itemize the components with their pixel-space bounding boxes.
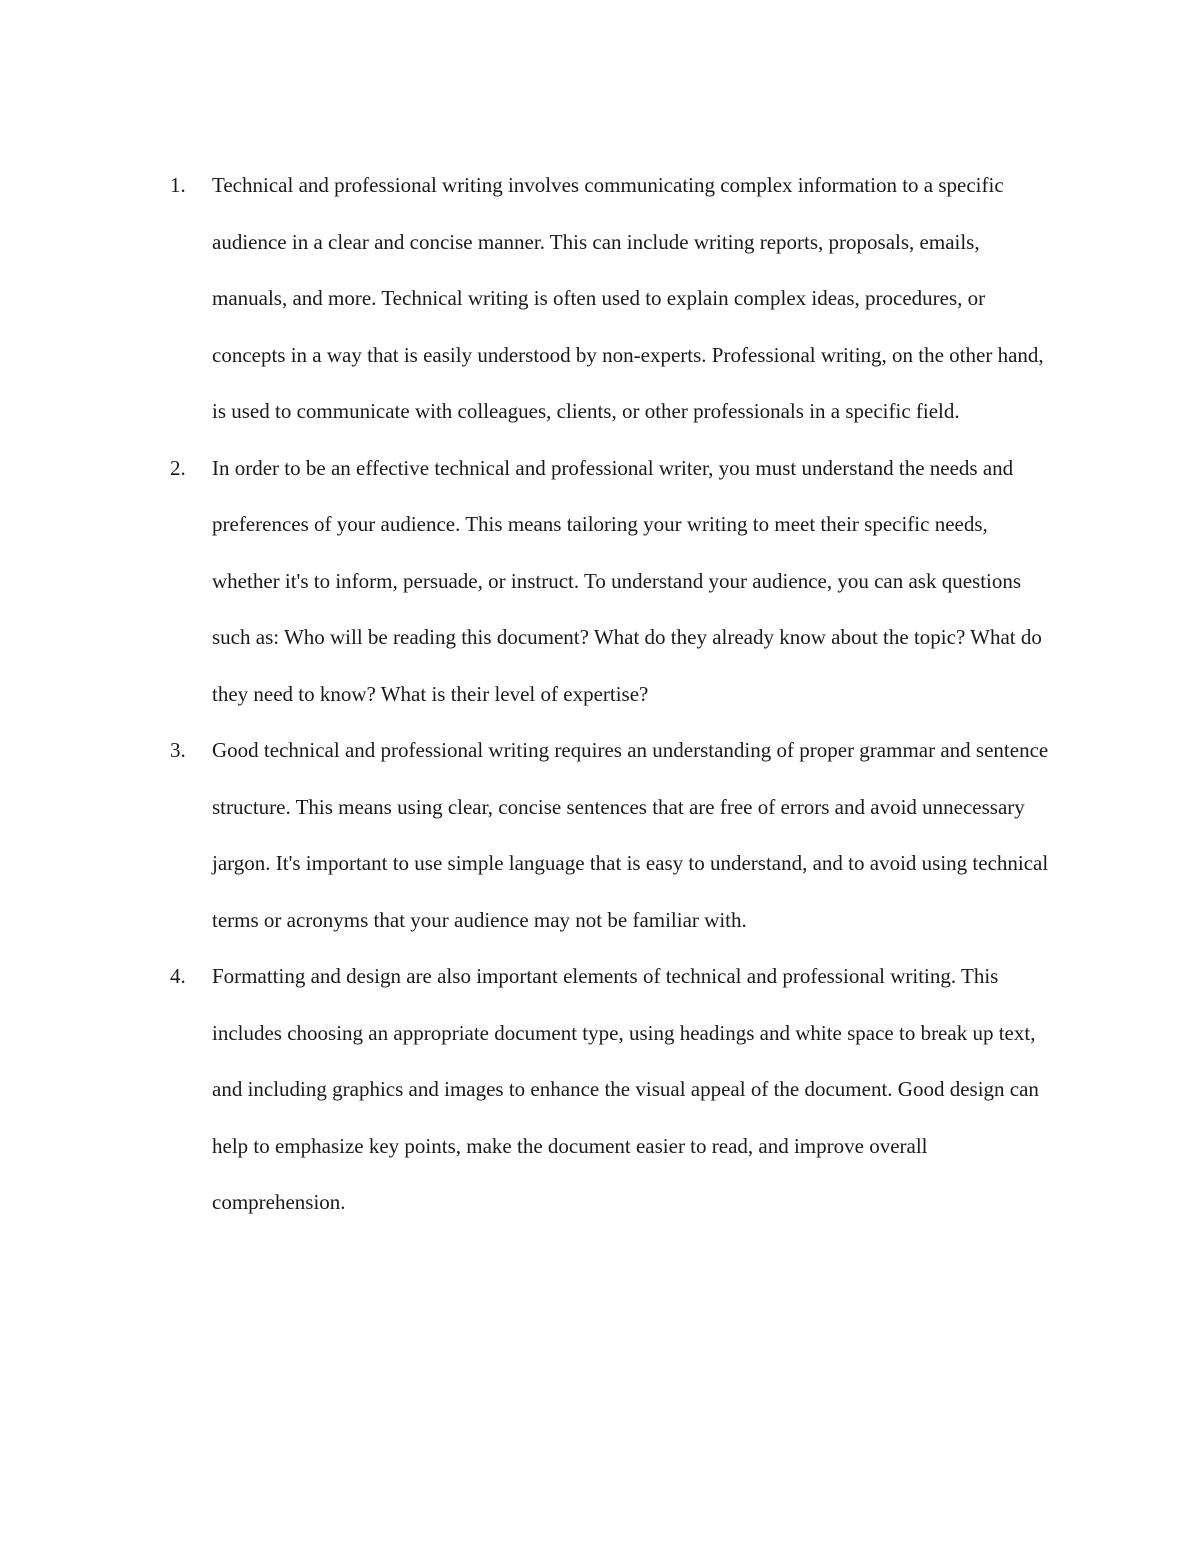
list-item-text: In order to be an effective technical and professional writer, you must understand the needs and preferences of your audience. This means tailoring your writing to meet their specific needs, whether it's to inform, persuade, or instruct. To understand your audience, you can ask questions such as: Who will be reading this document? What do they already know about the topic? What do they need to know? What is their level of expertise? [212,455,1042,706]
list-item-text: Good technical and professional writing requires an understanding of proper grammar and sentence structure. This means using clear, concise sentences that are free of errors and avoid unnecessary jargon. It's important to use simple language that is easy to understand, and to avoid using technical terms or acronyms that your audience may not be familiar with. [212,738,1049,932]
list-item-text: Formatting and design are also important elements of technical and professional writing. This includes choosing an appropriate document type, using headings and white space to break up text, and including graphics and images to enhance the visual appeal of the document. Good design can help to emphasize key points, make the document easier to read, and improve overall comprehension. [212,964,1039,1214]
list-item-number: 2. [170,455,186,480]
list-item-number: 3. [170,738,186,762]
list-item [0,948,1200,1231]
numbered-list [0,157,1200,1231]
list-item [0,722,1200,948]
list-item-number: 4. [170,964,186,988]
list-item [0,440,1200,723]
list-item-text: Technical and professional writing involves communicating complex information to a specific audience in a clear and concise manner. This can include writing reports, proposals, emails, manuals, and more. Technical writing is often used to explain complex ideas, procedures, or concepts in a way that is easily understood by non-experts. Professional writing, on the other hand, is used to communicate with colleagues, clients, or other professionals in a specific field. [212,173,1044,423]
list-item [0,157,1200,440]
list-item-number: 1. [170,173,186,197]
